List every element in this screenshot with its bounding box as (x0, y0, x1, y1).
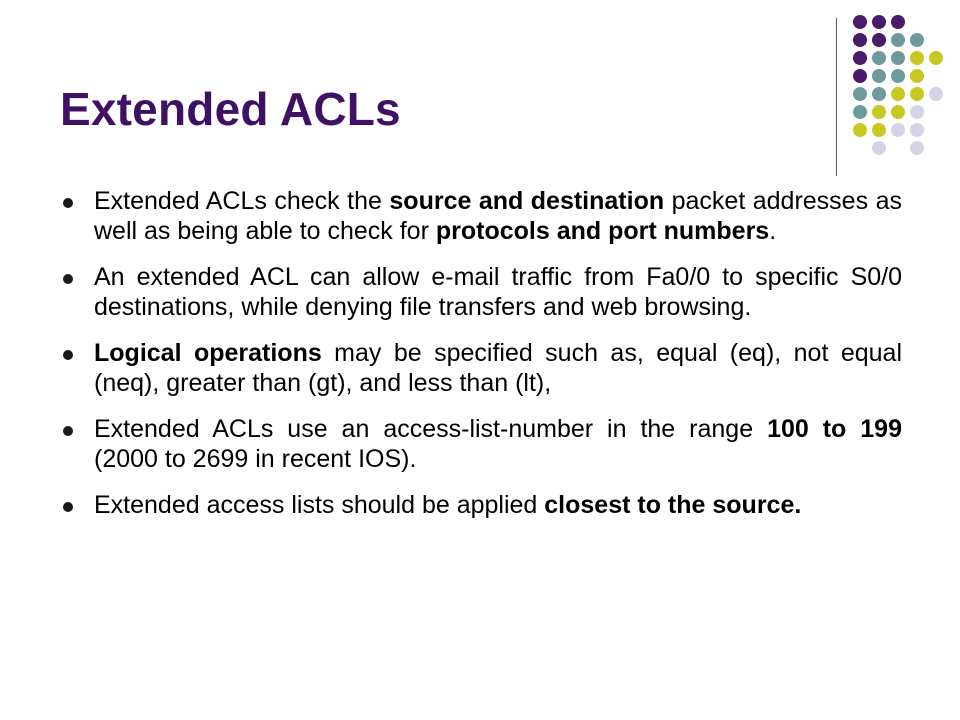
bullet-bold-text: protocols and port numbers (435, 217, 770, 245)
dot (872, 15, 886, 29)
bullet-bold-text: closest to the source. (544, 491, 802, 519)
dot (910, 69, 924, 83)
bullet-text: An extended ACL can allow e-mail traffic from Fa0/0 to specific S0/0 destinations, while denying file transfers and web browsing. (94, 263, 902, 321)
bullet-item (60, 262, 902, 322)
dot (910, 105, 924, 119)
dot (853, 123, 867, 137)
dot (910, 123, 924, 137)
dot (891, 33, 905, 47)
dot (872, 87, 886, 101)
dot (872, 141, 886, 155)
dot (891, 15, 905, 29)
vertical-divider (836, 18, 837, 176)
bullet-text: Extended ACLs use an access-list-number in the range (94, 415, 768, 443)
dot (891, 105, 905, 119)
bullet-item (60, 414, 902, 474)
dot (853, 33, 867, 47)
dot (872, 123, 886, 137)
dot (891, 123, 905, 137)
dot (910, 33, 924, 47)
bullet-text: (2000 to 2699 in recent IOS). (94, 445, 417, 473)
dot (872, 51, 886, 65)
dot (891, 87, 905, 101)
bullet-item (60, 490, 902, 520)
dot (910, 87, 924, 101)
bullet-item (60, 338, 902, 398)
bullet-text: packet addresses as well as being able to check for (94, 187, 902, 245)
bullet-text: . (769, 217, 777, 245)
dot (853, 105, 867, 119)
slide-title: Extended ACLs (60, 83, 401, 135)
bullet-text: Extended access lists should be applied (94, 491, 545, 519)
dot (872, 69, 886, 83)
dot (910, 141, 924, 155)
bullet-text: Extended ACLs check the (94, 187, 390, 215)
dot (853, 87, 867, 101)
dot (853, 51, 867, 65)
bullet-list (60, 186, 902, 536)
dot (910, 51, 924, 65)
dot (891, 69, 905, 83)
dot (853, 69, 867, 83)
bullet-bold-text: Logical operations (94, 339, 322, 367)
dot (853, 15, 867, 29)
dot (872, 33, 886, 47)
bullet-bold-text: source and destination (389, 187, 665, 215)
bullet-item (60, 186, 902, 246)
bullet-bold-text: 100 to 199 (767, 415, 902, 443)
bullet-text: may be specified such as, equal (eq), not equal (neq), greater than (gt), and less than (lt), (94, 339, 902, 397)
dot (891, 51, 905, 65)
dot (929, 51, 943, 65)
dot (872, 105, 886, 119)
dot (929, 87, 943, 101)
